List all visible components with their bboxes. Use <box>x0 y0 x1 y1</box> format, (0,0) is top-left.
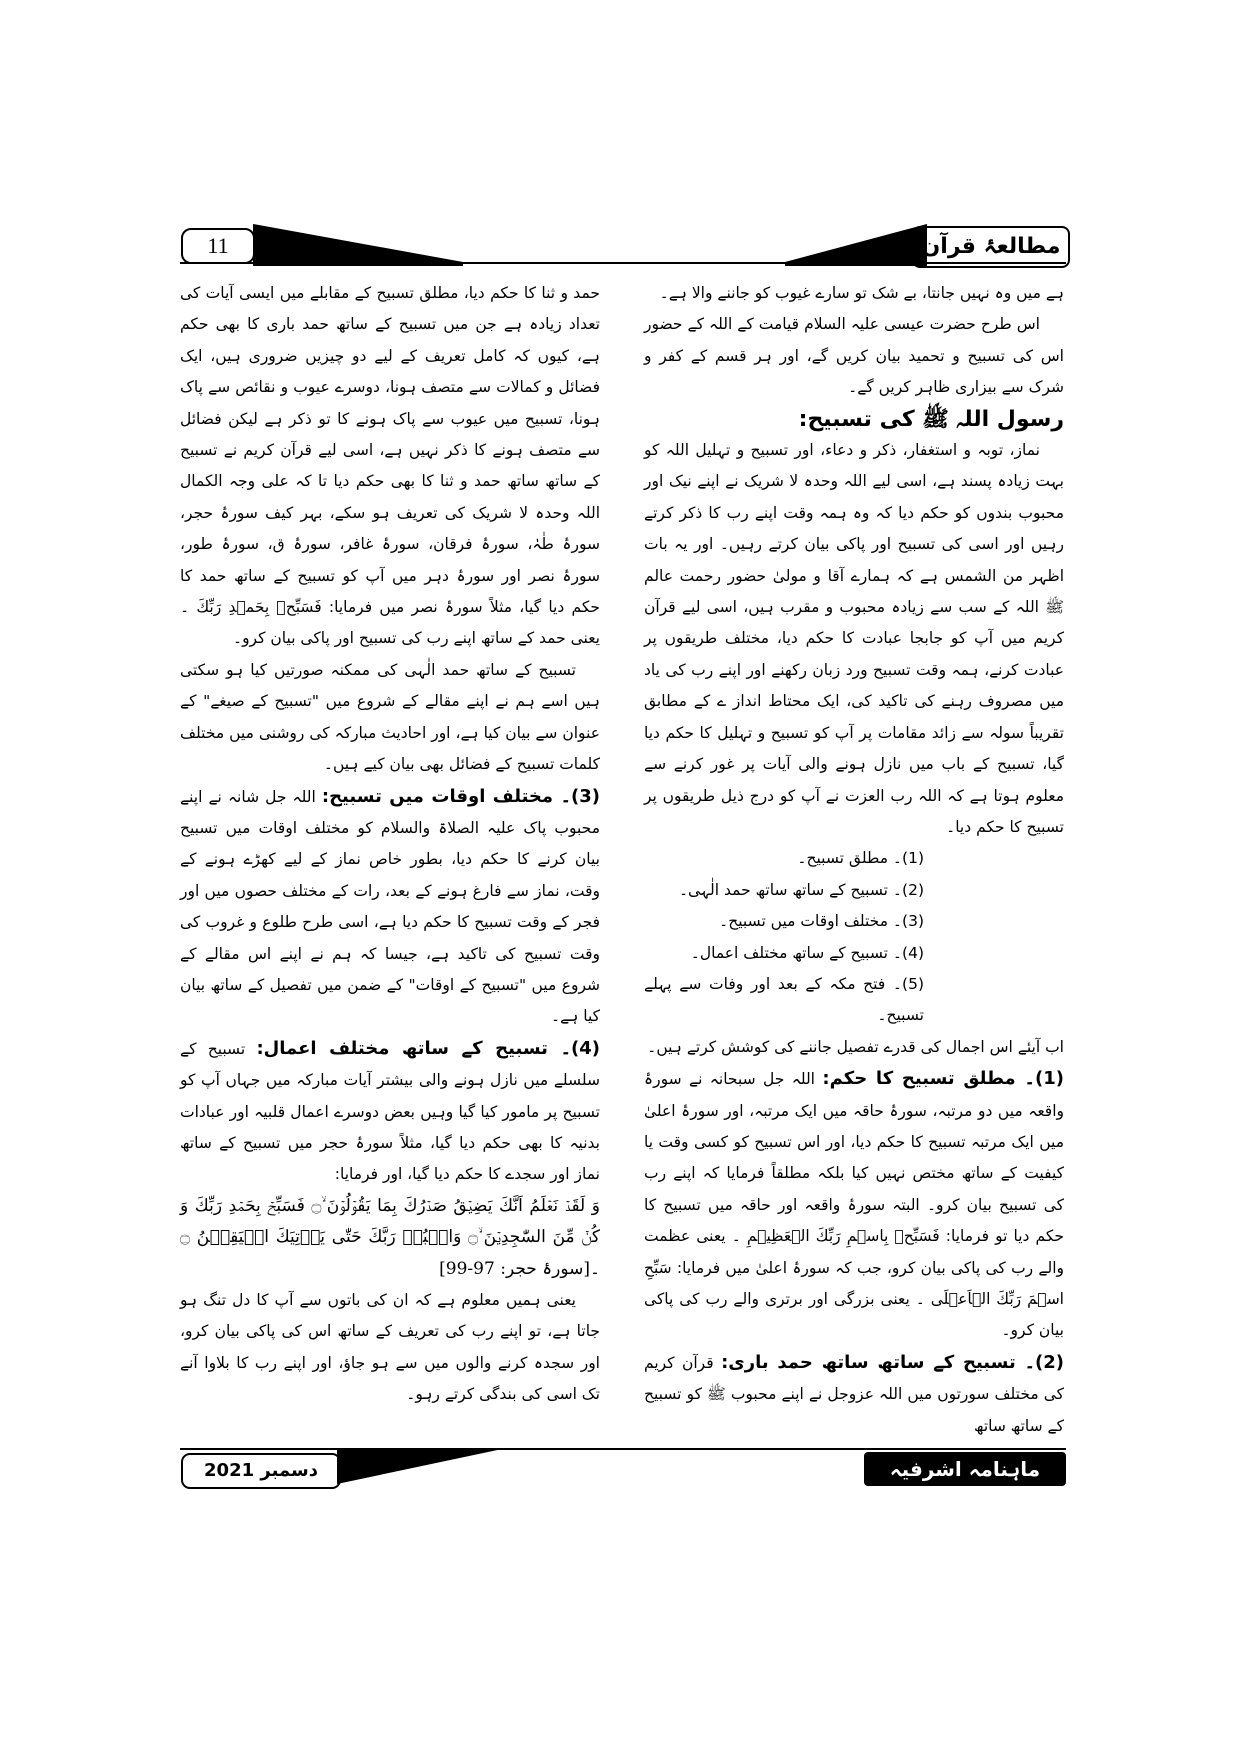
list-item: (1)۔ مطلق تسبیح۔ <box>797 849 924 868</box>
list-item: (3)۔ مختلف اوقات میں تسبیح۔ <box>719 912 924 931</box>
subheading-4: (4)۔ تسبیح کے ساتھ مختلف اعمال: <box>256 1037 600 1059</box>
left-paragraph-2: تسبیح کے ساتھ حمد الٰہی کی ممکنہ صورتیں کیا ہو سکتی ہیں اسے ہم نے اپنے مقالے کے شروع میں "تسبیح کے صیغے" کے عنوان سے بیان کیا ہے، اور احادیث مبارکہ کی روشنی میں مختلف کلمات تسبیح کے فضائل بھی بیان کیے ہیں۔ <box>180 660 600 774</box>
list-item: (5)۔ فتح مکہ کے بعد اور وفات سے پہلے تسبیح۔ <box>644 974 924 1025</box>
quran-verse <box>180 1191 600 1285</box>
right-column <box>644 278 1064 1442</box>
verse-reference: ۔[سورۂ حجر: 97-99] <box>439 1258 600 1279</box>
subsection-2-body: قرآن کریم کی مختلف سورتوں میں اللہ عزوجل نے اپنے محبوب ﷺ کو تسبیح کے ساتھ ساتھ <box>644 1353 1064 1435</box>
right-paragraph-1: ہے میں وہ نہیں جانتا، بے شک تو سارے غیوب کو جاننے والا ہے۔ <box>659 284 1064 302</box>
page-number: 11 <box>181 228 255 264</box>
subsection-3-body: اللہ جل شانہ نے اپنے محبوب پاک علیہ الصلاۃ والسلام کو مختلف اوقات میں تسبیح بیان کرنے کا حکم دیا، بطور خاص نماز کے لیے کھڑے ہونے کے وقت، نماز سے فارغ ہونے کے بعد، رات کے مختلف حصوں میں اور فجر کے وقت تسبیح کا حکم دیا ہے، اسی طرح طلوع و غروب کی وقت تسبیح کی تاکید ہے، جیسا کہ ہم نے اپنے اس مقالے کے شروع میں "تسبیح کے اوقات" کے ضمن میں تفصیل کے ساتھ بیان کیا ہے۔ <box>180 787 600 1026</box>
issue-month: دسمبر <box>260 1460 318 1481</box>
verse-text: وَ لَقَدۡ نَعۡلَمُ اَنَّكَ يَضِيۡقُ صَدۡرُكَ بِمَا يَقُوۡلُوۡنَ ۙ۝ فَسَبِّحۡ بِحَمۡدِ رَبِّكَ وَ كُنۡ مِّنَ السّٰجِدِيۡنَ ۙ۝ وَاعۡبُدۡ رَبَّكَ حَتّٰى يَاۡتِيَكَ الۡيَقِيۡنُ ۝ <box>180 1195 600 1248</box>
subheading-2: (2)۔ تسبیح کے ساتھ ساتھ حمد باری: <box>721 1351 1065 1373</box>
list-item: (2)۔ تسبیح کے ساتھ ساتھ حمد الٰہی۔ <box>678 880 924 899</box>
footer-rule <box>180 1448 1066 1450</box>
right-paragraph-3: نماز، توبہ و استغفار، ذکر و دعاء، اور تسبیح و تہلیل اللہ کو بہت زیادہ پسند ہے، اسی لیے اللہ وحدہ لا شریک نے اپنے نیک اور محبوب بندوں کو حکم دیا کہ وہ ہمہ وقت اپنے رب کا ذکر کرتے رہیں اور اسی کی تسبیح اور پاکی بیان کرتے رہیں۔ اور یہ بات اظہر من الشمس ہے کہ ہمارے آقا و مولیٰ حضور رحمت عالم ﷺ اللہ کے سب سے زیادہ محبوب و مقرب ہیں، اسی لیے قرآن کریم میں آپ کو جابجا عبادت کا حکم دیا، مختلف طریقوں پر عبادت کرنے، ہمہ وقت تسبیح ورد زبان رکھنے اور اپنے رب کی یاد میں مصروف رہنے کی تاکید کی، ایک محتاط انداز ے کے مطابق تقریباً سولہ سے زائد مقامات پر آپ کو تسبیح و تہلیل کا حکم دیا گیا، تسبیح کے باب میں نازل ہونے والی آیات پر غور کرنے سے معلوم ہوتا ہے کہ اللہ رب العزت نے آپ کو درج ذیل طریقوں پر تسبیح کا حکم دیا۔ <box>644 441 1064 836</box>
section-title: مطالعۂ قرآن <box>912 226 1070 268</box>
subheading-3: (3)۔ مختلف اوقات میں تسبیح: <box>321 785 601 807</box>
magazine-name: ماہنامہ اشرفیہ <box>864 1452 1066 1486</box>
header-right-wedge <box>785 224 927 266</box>
issue-year: 2021 <box>204 1460 255 1481</box>
subsection-1-body: اللہ جل سبحانہ نے سورۂ واقعہ میں دو مرتبہ، سورۂ حاقہ میں ایک مرتبہ، اور سورۂ اعلیٰ میں ایک مرتبہ تسبیح کا حکم دیا، اور اس تسبیح کو کسی وقت یا کیفیت کے ساتھ مختص نہیں کیا بلکہ مطلقاً فرمایا کہ اپنے رب کی تسبیح بیان کرو۔ البتہ سورۂ واقعہ اور حاقہ میں تسبیح کا حکم دیا تو فرمایا: فَسَبِّحۡ بِاسۡمِ رَبِّكَ الۡعَظِيۡمِ ۔ یعنی عظمت والے رب کی پاکی بیان کرو، جب کہ سورۂ اعلیٰ میں فرمایا: سَبِّحِ اسۡمَ رَبِّكَ الۡاَعۡلَى ۔ یعنی بزرگی اور برتری والے رب کی پاکی بیان کرو۔ <box>644 1070 1064 1340</box>
left-column <box>180 278 600 1411</box>
right-paragraph-4: اب آیئے اس اجمال کی قدرے تفصیل جاننے کی کوشش کرتے ہیں۔ <box>647 1037 1064 1056</box>
section-heading: رسول اللہ ﷺ کی تسبیح: <box>798 406 1064 432</box>
issue-date <box>181 1453 341 1489</box>
header-left-wedge <box>253 224 463 266</box>
subsection-4-body: تسبیح کے سلسلے میں نازل ہونے والی بیشتر آیات مبارکہ میں جہاں آپ کو تسبیح پر مامور کیا گیا وہیں بعض دوسرے اعمال قلبیہ اور عبادات بدنیہ کا بھی حکم دیا گیا، مثلاً سورۂ حجر میں تسبیح کے ساتھ نماز اور سجدے کا حکم دیا گیا، اور فرمایا: <box>180 1039 600 1184</box>
left-paragraph-1: حمد و ثنا کا حکم دیا، مطلق تسبیح کے مقابلے میں ایسی آیات کی تعداد زیادہ ہے جن میں تسبیح کے ساتھ حمد باری کا بھی حکم ہے، کیوں کہ کامل تعریف کے لیے دو چیزیں ضروری ہیں، ایک فضائل و کمالات سے متصف ہونا، دوسرے عیوب و نقائص سے پاک ہونا، تسبیح میں عیوب سے پاک ہونے کا تو ذکر ہے لیکن فضائل سے متصف ہونے کا ذکر نہیں ہے، اسی لیے قرآن کریم نے تسبیح کے ساتھ ساتھ حمد و ثنا کا بھی حکم دیا تا کہ علی وجہ الکمال اللہ وحدہ لا شریک کی تعریف ہو سکے، بہر کیف سورۂ حجر، سورۂ طٰہٰ، سورۂ فرقان، سورۂ غافر، سورۂ ق، سورۂ طور، سورۂ نصر اور سورۂ دہر میں آپ کو تسبیح کے ساتھ حمد کا حکم دیا گیا، مثلاً سورۂ نصر میں فرمایا: فَسَبِّحۡ بِحَمۡدِ رَبِّكَ ۔ یعنی حمد کے ساتھ اپنے رب کی تسبیح اور پاکی بیان کرو۔ <box>180 284 600 648</box>
subheading-1: (1)۔ مطلق تسبیح کا حکم: <box>822 1068 1064 1090</box>
left-paragraph-3: یعنی ہمیں معلوم ہے کہ ان کی باتوں سے آپ کا دل تنگ ہو جاتا ہے، تو اپنے رب کی تعریف کے ساتھ اس کی پاکی بیان کرو، اور سجدہ کرنے والوں میں سے ہو جاؤ، اور اپنے رب کا بلاوا آنے تک اسی کی بندگی کرتے رہو۔ <box>180 1291 600 1404</box>
right-paragraph-2: اس طرح حضرت عیسی علیہ السلام قیامت کے اللہ کے حضور اس کی تسبیح و تحمید بیان کریں گے، اور ہر قسم کے کفر و شرک سے بیزاری ظاہر کریں گے۔ <box>644 315 1064 397</box>
footer-wedge <box>337 1448 507 1488</box>
list-item: (4)۔ تسبیح کے ساتھ مختلف اعمال۔ <box>690 943 924 962</box>
